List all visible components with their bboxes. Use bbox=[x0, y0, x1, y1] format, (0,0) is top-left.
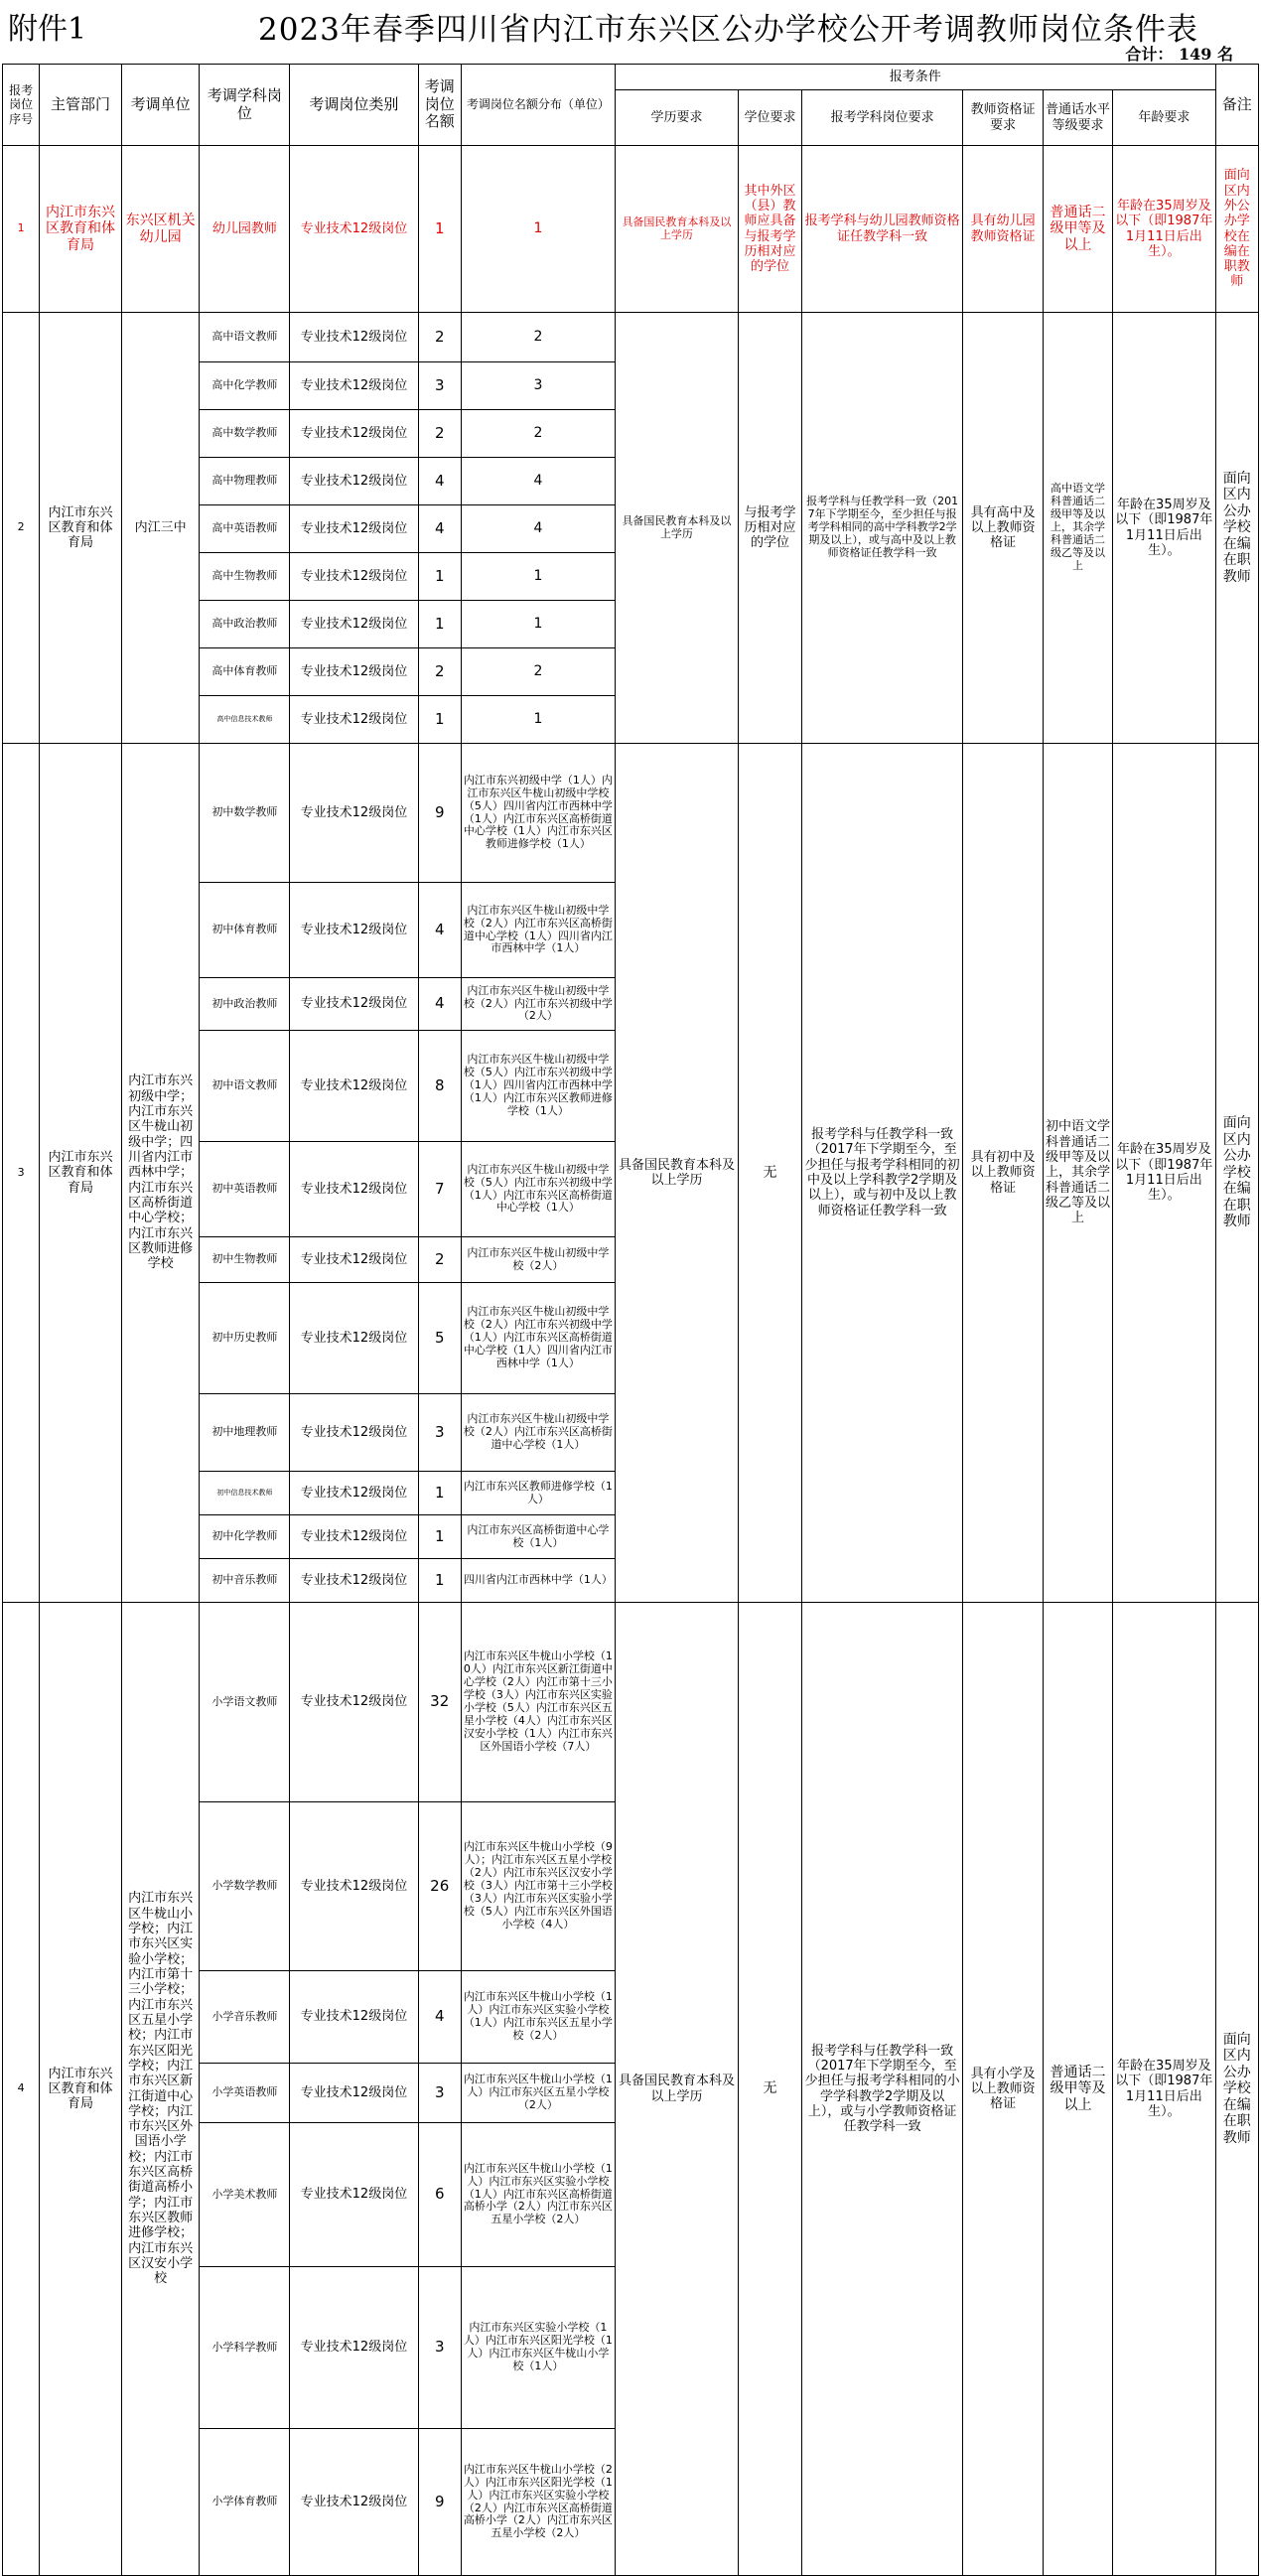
col-category: 考调岗位类别 bbox=[290, 65, 418, 146]
row-distribution: 3 bbox=[461, 362, 615, 410]
table-row bbox=[3, 146, 1259, 313]
row-distribution: 内江市东兴区牛栊山初级中学校（5人）内江市东兴初级中学（1人）内江市东兴区高桥街道中心学校（1人） bbox=[461, 1142, 615, 1237]
row-distribution: 内江市东兴区牛栊山小学校（1人）内江市东兴区实验小学校（1人）内江市东兴区五星小学校（2人） bbox=[461, 1971, 615, 2064]
group-seq: 1 bbox=[3, 146, 40, 313]
row-distribution: 内江市东兴区牛栊山小学校（9人）；内江市东兴区五星小学校（2人）内江市东兴区汉安小学校（3人）内江市第十三小学校（3人）内江市东兴区实验小学校（5人）内江市东兴区外国语小学校（4人） bbox=[461, 1802, 615, 1971]
group-mandarin: 普通话二级甲等及以上 bbox=[1043, 1603, 1112, 2576]
row-subject: 小学英语教师 bbox=[200, 2064, 290, 2123]
row-category: 专业技术12级岗位 bbox=[290, 2064, 418, 2123]
row-quota: 1 bbox=[418, 1515, 461, 1559]
group-cert: 具有小学及以上教师资格证 bbox=[963, 1603, 1044, 2576]
row-subject: 小学美术教师 bbox=[200, 2123, 290, 2267]
row-category: 专业技术12级岗位 bbox=[290, 1971, 418, 2064]
group-mandarin: 普通话二级甲等及以上 bbox=[1043, 146, 1112, 313]
table-row bbox=[3, 744, 1259, 883]
row-category: 专业技术12级岗位 bbox=[290, 146, 418, 313]
row-distribution: 2 bbox=[461, 648, 615, 696]
row-quota: 8 bbox=[418, 1031, 461, 1142]
col-subject: 考调学科岗位 bbox=[200, 65, 290, 146]
group-cert: 具有幼儿园教师资格证 bbox=[963, 146, 1044, 313]
row-category: 专业技术12级岗位 bbox=[290, 744, 418, 883]
row-subject: 初中地理教师 bbox=[200, 1394, 290, 1472]
group-dept: 内江市东兴区教育和体育局 bbox=[40, 313, 122, 744]
group-unit: 内江市东兴初级中学；内江市东兴区牛栊山初级中学；四川省内江市西林中学；内江市东兴区高桥街道中心学校；内江市东兴区教师进修学校 bbox=[121, 744, 200, 1603]
group-dept: 内江市东兴区教育和体育局 bbox=[40, 744, 122, 1603]
row-distribution: 四川省内江市西林中学（1人） bbox=[461, 1559, 615, 1603]
row-category: 专业技术12级岗位 bbox=[290, 1802, 418, 1971]
row-distribution: 内江市东兴区实验小学校（1人）内江市东兴区阳光学校（1人）内江市东兴区牛栊山小学校（1人） bbox=[461, 2267, 615, 2429]
group-unit: 内江市东兴区牛栊山小学校；内江市东兴区实验小学校；内江市第十三小学校；内江市东兴区五星小学校；内江市东兴区阳光学校；内江市东兴区新江街道中心学校；内江市东兴区外国语小学校；内江市东兴区高桥街道高桥小学；内江市东兴区教师进修学校；内江市东兴区汉安小学校 bbox=[121, 1603, 200, 2576]
group-dept: 内江市东兴区教育和体育局 bbox=[40, 146, 122, 313]
table-row bbox=[3, 313, 1259, 362]
row-distribution: 内江市东兴区牛栊山小学校（2人）内江市东兴区阳光学校（1人）内江市东兴区实验小学校（2人）内江市东兴区高桥街道高桥小学（2人）内江市东兴区五星小学校（2人） bbox=[461, 2429, 615, 2576]
group-dept: 内江市东兴区教育和体育局 bbox=[40, 1603, 122, 2576]
row-subject: 高中化学教师 bbox=[200, 362, 290, 410]
row-distribution: 内江市东兴区牛栊山小学校（10人）内江市东兴区新江街道中心学校（2人）内江市第十三小学校（3人）内江市东兴区实验小学校（5人）内江市东兴区五星小学校（4人）内江市东兴区汉安小学校（1人）内江市东兴区外国语小学校（7人） bbox=[461, 1603, 615, 1802]
group-mandarin: 高中语文学科普通话二级甲等及以上，其余学科普通话二级乙等及以上 bbox=[1043, 313, 1112, 744]
group-edu: 具备国民教育本科及以上学历 bbox=[615, 744, 738, 1603]
total-count bbox=[1125, 42, 1233, 65]
group-subject-req: 报考学科与任教学科一致（2017年下学期至今，至少担任与报考学科相同的小学学科教学2学期及以上），或与小学教师资格证任教学科一致 bbox=[802, 1603, 963, 2576]
row-category: 专业技术12级岗位 bbox=[290, 1142, 418, 1237]
row-subject: 初中化学教师 bbox=[200, 1515, 290, 1559]
row-distribution: 2 bbox=[461, 410, 615, 458]
row-quota: 3 bbox=[418, 1394, 461, 1472]
row-quota: 26 bbox=[418, 1802, 461, 1971]
row-category: 专业技术12级岗位 bbox=[290, 505, 418, 553]
col-age: 年龄要求 bbox=[1113, 90, 1215, 146]
row-distribution: 内江市东兴区牛栊山初级中学校（2人）内江市东兴初级中学（2人） bbox=[461, 978, 615, 1031]
row-distribution: 1 bbox=[461, 553, 615, 601]
col-seq: 报考岗位序号 bbox=[3, 65, 40, 146]
group-unit: 东兴区机关幼儿园 bbox=[121, 146, 200, 313]
row-subject: 小学音乐教师 bbox=[200, 1971, 290, 2064]
row-subject: 高中生物教师 bbox=[200, 553, 290, 601]
annex-label: 附件1 bbox=[8, 12, 87, 47]
row-distribution: 4 bbox=[461, 458, 615, 505]
row-category: 专业技术12级岗位 bbox=[290, 1283, 418, 1394]
col-quota: 考调岗位名额 bbox=[418, 65, 461, 146]
row-subject: 高中政治教师 bbox=[200, 601, 290, 648]
row-subject: 高中物理教师 bbox=[200, 458, 290, 505]
page-title: 2023年春季四川省内江市东兴区公办学校公开考调教师岗位条件表 bbox=[258, 12, 1198, 48]
group-age: 年龄在35周岁及以下（即1987年1月11日后出生）。 bbox=[1113, 313, 1215, 744]
group-mandarin: 初中语文学科普通话二级甲等及以上，其余学科普通话二级乙等及以上 bbox=[1043, 744, 1112, 1603]
row-quota: 3 bbox=[418, 2064, 461, 2123]
row-category: 专业技术12级岗位 bbox=[290, 2123, 418, 2267]
positions-table bbox=[2, 64, 1259, 2576]
total-label: 合计： bbox=[1125, 45, 1174, 64]
row-quota: 4 bbox=[418, 1971, 461, 2064]
row-distribution: 内江市东兴区牛栊山初级中学校（2人）内江市东兴初级中学（1人）内江市东兴区高桥街道中心学校（1人）四川省内江市西林中学（1人） bbox=[461, 1283, 615, 1394]
group-degree: 与报考学历相对应的学位 bbox=[738, 313, 801, 744]
row-category: 专业技术12级岗位 bbox=[290, 1603, 418, 1802]
group-seq: 2 bbox=[3, 313, 40, 744]
row-quota: 6 bbox=[418, 2123, 461, 2267]
row-category: 专业技术12级岗位 bbox=[290, 696, 418, 744]
row-distribution: 内江市东兴区牛栊山小学校（1人）内江市东兴区五星小学校（2人） bbox=[461, 2064, 615, 2123]
group-subject-req: 报考学科与任教学科一致（2017年下学期至今，至少担任与报考学科相同的初中及以上学科教学2学期及以上），或与初中及以上教师资格证任教学科一致 bbox=[802, 744, 963, 1603]
group-cert: 具有高中及以上教师资格证 bbox=[963, 313, 1044, 744]
row-category: 专业技术12级岗位 bbox=[290, 1515, 418, 1559]
row-quota: 9 bbox=[418, 744, 461, 883]
group-degree: 其中外区（县）教师应具备与报考学历相对应的学位 bbox=[738, 146, 801, 313]
col-mandarin: 普通话水平等级要求 bbox=[1043, 90, 1112, 146]
row-subject: 初中数学教师 bbox=[200, 744, 290, 883]
row-category: 专业技术12级岗位 bbox=[290, 601, 418, 648]
row-subject: 小学体育教师 bbox=[200, 2429, 290, 2576]
row-distribution: 内江市东兴区牛栊山初级中学校（5人）内江市东兴初级中学（1人）四川省内江市西林中学（1人）内江市东兴区教师进修学校（1人） bbox=[461, 1031, 615, 1142]
row-quota: 1 bbox=[418, 1559, 461, 1603]
group-cert: 具有初中及以上教师资格证 bbox=[963, 744, 1044, 1603]
group-age: 年龄在35周岁及以下（即1987年1月11日后出生）。 bbox=[1113, 744, 1215, 1603]
row-category: 专业技术12级岗位 bbox=[290, 313, 418, 362]
row-category: 专业技术12级岗位 bbox=[290, 1559, 418, 1603]
row-quota: 2 bbox=[418, 410, 461, 458]
row-quota: 9 bbox=[418, 2429, 461, 2576]
row-distribution: 1 bbox=[461, 601, 615, 648]
row-distribution: 内江市东兴区牛栊山初级中学校（2人）内江市东兴区高桥街道中心学校（1人） bbox=[461, 1394, 615, 1472]
row-quota: 4 bbox=[418, 978, 461, 1031]
group-notes: 面向区内外公办学校在编在职教师 bbox=[1215, 146, 1259, 313]
row-subject: 小学数学教师 bbox=[200, 1802, 290, 1971]
header-row-top bbox=[3, 65, 1259, 90]
row-distribution: 内江市东兴区牛栊山初级中学校（2人）内江市东兴区高桥街道中心学校（1人）四川省内江市西林中学（1人） bbox=[461, 883, 615, 978]
col-conditions: 报考条件 bbox=[615, 65, 1215, 90]
row-subject: 幼儿园教师 bbox=[200, 146, 290, 313]
col-dept: 主管部门 bbox=[40, 65, 122, 146]
row-quota: 1 bbox=[418, 696, 461, 744]
table-row bbox=[3, 1603, 1259, 1802]
row-quota: 4 bbox=[418, 883, 461, 978]
row-subject: 初中政治教师 bbox=[200, 978, 290, 1031]
group-notes: 面向区内公办学校在编在职教师 bbox=[1215, 313, 1259, 744]
col-cert: 教师资格证要求 bbox=[963, 90, 1044, 146]
group-degree: 无 bbox=[738, 1603, 801, 2576]
row-subject: 高中体育教师 bbox=[200, 648, 290, 696]
row-distribution: 1 bbox=[461, 146, 615, 313]
row-subject: 小学科学教师 bbox=[200, 2267, 290, 2429]
row-category: 专业技术12级岗位 bbox=[290, 2267, 418, 2429]
row-quota: 7 bbox=[418, 1142, 461, 1237]
row-category: 专业技术12级岗位 bbox=[290, 410, 418, 458]
group-notes: 面向区内公办学校在编在职教师 bbox=[1215, 1603, 1259, 2576]
row-category: 专业技术12级岗位 bbox=[290, 458, 418, 505]
row-category: 专业技术12级岗位 bbox=[290, 978, 418, 1031]
col-edu: 学历要求 bbox=[615, 90, 738, 146]
row-category: 专业技术12级岗位 bbox=[290, 362, 418, 410]
col-unit: 考调单位 bbox=[121, 65, 200, 146]
total-number: 149 bbox=[1179, 45, 1212, 64]
group-subject-req: 报考学科与幼儿园教师资格证任教学科一致 bbox=[802, 146, 963, 313]
group-age: 年龄在35周岁及以下（即1987年1月11日后出生）。 bbox=[1113, 1603, 1215, 2576]
group-edu: 具备国民教育本科及以上学历 bbox=[615, 313, 738, 744]
group-unit: 内江三中 bbox=[121, 313, 200, 744]
row-quota: 2 bbox=[418, 1237, 461, 1283]
row-quota: 3 bbox=[418, 2267, 461, 2429]
row-distribution: 内江市东兴区牛栊山小学校（1人）内江市东兴区实验小学校（1人）内江市东兴区高桥街道高桥小学（2人）内江市东兴区五星小学校（2人） bbox=[461, 2123, 615, 2267]
col-subject-req: 报考学科岗位要求 bbox=[802, 90, 963, 146]
row-quota: 2 bbox=[418, 648, 461, 696]
group-notes: 面向区内公办学校在编在职教师 bbox=[1215, 744, 1259, 1603]
row-subject: 高中数学教师 bbox=[200, 410, 290, 458]
group-subject-req: 报考学科与任教学科一致（2017年下学期至今，至少担任与报考学科相同的高中学科教学2学期及以上），或与高中及以上教师资格证任教学科一致 bbox=[802, 313, 963, 744]
row-quota: 1 bbox=[418, 146, 461, 313]
col-degree: 学位要求 bbox=[738, 90, 801, 146]
row-quota: 1 bbox=[418, 553, 461, 601]
row-subject: 初中语文教师 bbox=[200, 1031, 290, 1142]
row-distribution: 内江市东兴区教师进修学校（1人） bbox=[461, 1472, 615, 1515]
row-subject: 小学语文教师 bbox=[200, 1603, 290, 1802]
row-quota: 3 bbox=[418, 362, 461, 410]
row-category: 专业技术12级岗位 bbox=[290, 1472, 418, 1515]
group-seq: 3 bbox=[3, 744, 40, 1603]
row-subject: 初中音乐教师 bbox=[200, 1559, 290, 1603]
group-age: 年龄在35周岁及以下（即1987年1月11日后出生）。 bbox=[1113, 146, 1215, 313]
row-distribution: 内江市东兴初级中学（1人）内江市东兴区牛栊山初级中学校（5人）四川省内江市西林中学（1人）内江市东兴区高桥街道中心学校（1人）内江市东兴区教师进修学校（1人） bbox=[461, 744, 615, 883]
row-quota: 1 bbox=[418, 601, 461, 648]
row-quota: 4 bbox=[418, 458, 461, 505]
row-subject: 初中体育教师 bbox=[200, 883, 290, 978]
row-category: 专业技术12级岗位 bbox=[290, 1237, 418, 1283]
group-edu: 具备国民教育本科及以上学历 bbox=[615, 1603, 738, 2576]
group-degree: 无 bbox=[738, 744, 801, 1603]
row-category: 专业技术12级岗位 bbox=[290, 648, 418, 696]
row-category: 专业技术12级岗位 bbox=[290, 1031, 418, 1142]
row-distribution: 1 bbox=[461, 696, 615, 744]
row-distribution: 2 bbox=[461, 313, 615, 362]
row-distribution: 内江市东兴区高桥街道中心学校（1人） bbox=[461, 1515, 615, 1559]
row-quota: 5 bbox=[418, 1283, 461, 1394]
row-quota: 1 bbox=[418, 1472, 461, 1515]
group-seq: 4 bbox=[3, 1603, 40, 2576]
row-distribution: 内江市东兴区牛栊山初级中学校（2人） bbox=[461, 1237, 615, 1283]
document-header bbox=[0, 0, 1261, 64]
row-subject: 初中历史教师 bbox=[200, 1283, 290, 1394]
col-distribution: 考调岗位名额分布（单位） bbox=[461, 65, 615, 146]
row-category: 专业技术12级岗位 bbox=[290, 553, 418, 601]
row-subject: 初中生物教师 bbox=[200, 1237, 290, 1283]
row-subject: 高中语文教师 bbox=[200, 313, 290, 362]
row-subject: 高中信息技术教师 bbox=[200, 696, 290, 744]
row-quota: 4 bbox=[418, 505, 461, 553]
row-quota: 32 bbox=[418, 1603, 461, 1802]
row-category: 专业技术12级岗位 bbox=[290, 1394, 418, 1472]
row-distribution: 4 bbox=[461, 505, 615, 553]
row-subject: 高中英语教师 bbox=[200, 505, 290, 553]
row-category: 专业技术12级岗位 bbox=[290, 883, 418, 978]
group-edu: 具备国民教育本科及以上学历 bbox=[615, 146, 738, 313]
total-unit: 名 bbox=[1216, 45, 1233, 64]
row-quota: 2 bbox=[418, 313, 461, 362]
row-subject: 初中英语教师 bbox=[200, 1142, 290, 1237]
row-subject: 初中信息技术教师 bbox=[200, 1472, 290, 1515]
col-notes: 备注 bbox=[1215, 65, 1259, 146]
row-category: 专业技术12级岗位 bbox=[290, 2429, 418, 2576]
